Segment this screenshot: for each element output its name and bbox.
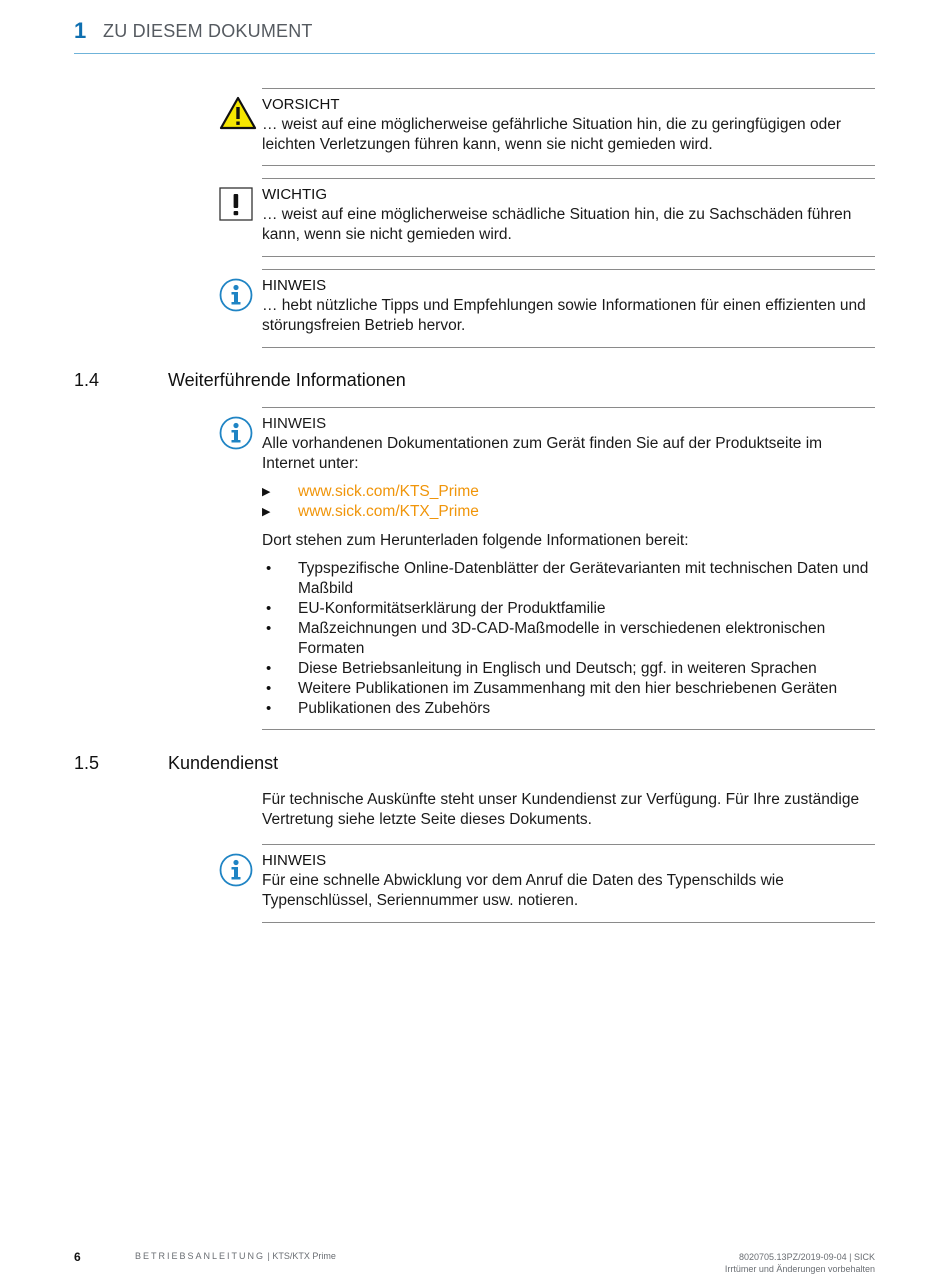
bullet-icon: •	[266, 700, 272, 717]
list-item-text: Weitere Publikationen im Zusammenhang mit den hier beschriebenen Geräten	[298, 680, 838, 697]
info-notice-title: HINWEIS	[262, 415, 327, 432]
bullet-icon: •	[266, 680, 272, 697]
list-item-text: Maßzeichnungen und 3D-CAD-Maßmodelle in verschiedenen elektronischen Formaten	[298, 620, 826, 657]
section-number-1-4: 1.4	[74, 370, 100, 390]
service-notice-title: HINWEIS	[262, 852, 327, 869]
important-notice	[262, 178, 875, 257]
footer-separator: |	[849, 1252, 852, 1262]
footer-separator: |	[267, 1251, 270, 1261]
bullet-icon: •	[266, 620, 272, 637]
list-item	[262, 559, 875, 599]
info-icon	[219, 853, 253, 887]
warning-triangle-icon	[219, 96, 257, 130]
link-kts-prime[interactable]: www.sick.com/KTS_Prime	[298, 483, 479, 500]
info-icon	[219, 278, 253, 312]
bullet-icon: •	[266, 560, 272, 577]
service-notice	[262, 844, 875, 923]
info-intro-text: Alle vorhandenen Dokumentationen zum Gerät finden Sie auf der Produktseite im Internet unter:	[262, 435, 823, 472]
download-intro-text: Dort stehen zum Herunterladen folgende Informationen bereit:	[262, 532, 689, 549]
list-item	[262, 482, 875, 502]
chapter-header	[74, 16, 875, 54]
footer-document-info	[135, 1251, 336, 1261]
caution-notice	[262, 88, 875, 166]
download-list	[262, 559, 875, 719]
list-item	[262, 599, 875, 619]
divider	[262, 407, 875, 408]
caution-text: … weist auf eine möglicherweise gefährliche Situation hin, die zu geringfügigen oder leichten Verletzungen führen kann, wenn sie nicht gemieden wird.	[262, 116, 842, 153]
list-item	[262, 659, 875, 679]
caution-title: VORSICHT	[262, 96, 340, 113]
important-title: WICHTIG	[262, 186, 327, 203]
arrow-right-icon: ▶	[262, 486, 271, 498]
footer-right	[725, 1251, 875, 1275]
list-item	[262, 619, 875, 659]
note-text: … hebt nützliche Tipps und Empfehlungen sowie Informationen für einen effizienten und störungsfreien Betrieb hervor.	[262, 297, 866, 334]
footer-doc-id: 8020705.13PZ/2019-09-04	[739, 1252, 847, 1262]
list-item-text: Diese Betriebsanleitung in Englisch und Deutsch; ggf. in weiteren Sprachen	[298, 660, 817, 677]
list-item	[262, 699, 875, 719]
list-item-text: Publikationen des Zubehörs	[298, 700, 491, 717]
note-notice	[262, 269, 875, 348]
exclamation-box-icon	[219, 187, 253, 221]
section-number-1-5: 1.5	[74, 753, 100, 773]
arrow-right-icon: ▶	[262, 506, 271, 518]
list-item-text: EU-Konformitätserklärung der Produktfamilie	[298, 600, 606, 617]
important-text: … weist auf eine möglicherweise schädliche Situation hin, die zu Sachschäden führen kann, wenn sie nicht gemieden wird.	[262, 206, 852, 243]
footer-doc-type: BETRIEBSANLEITUNG	[135, 1251, 266, 1261]
bullet-icon: •	[266, 600, 272, 617]
section-title-1-4: Weiterführende Informationen	[168, 370, 406, 390]
bullet-icon: •	[266, 660, 272, 677]
service-text: Für technische Auskünfte steht unser Kundendienst zur Verfügung. Für Ihre zuständige Vertretung siehe letzte Seite dieses Dokuments.	[262, 791, 860, 828]
chapter-number: 1	[74, 18, 87, 43]
info-icon	[219, 416, 253, 450]
list-item-text: Typspezifische Online-Datenblätter der Gerätevarianten mit technischen Daten und Maßbild	[298, 560, 869, 597]
link-ktx-prime[interactable]: www.sick.com/KTX_Prime	[298, 503, 479, 520]
chapter-title: ZU DIESEM DOKUMENT	[103, 21, 313, 41]
divider	[262, 729, 875, 730]
footer-brand: SICK	[853, 1252, 875, 1262]
service-notice-text: Für eine schnelle Abwicklung vor dem Anruf die Daten des Typenschilds wie Typenschlüssel, Seriennummer usw. notieren.	[262, 872, 784, 909]
footer-product: KTS/KTX Prime	[272, 1251, 336, 1261]
page-number: 6	[74, 1250, 81, 1264]
list-item	[262, 502, 875, 522]
list-item	[262, 679, 875, 699]
product-link-list	[262, 482, 875, 522]
note-title: HINWEIS	[262, 277, 327, 294]
footer-disclaimer: Irrtümer und Änderungen vorbehalten	[724, 1264, 875, 1274]
section-title-1-5: Kundendienst	[168, 753, 279, 773]
